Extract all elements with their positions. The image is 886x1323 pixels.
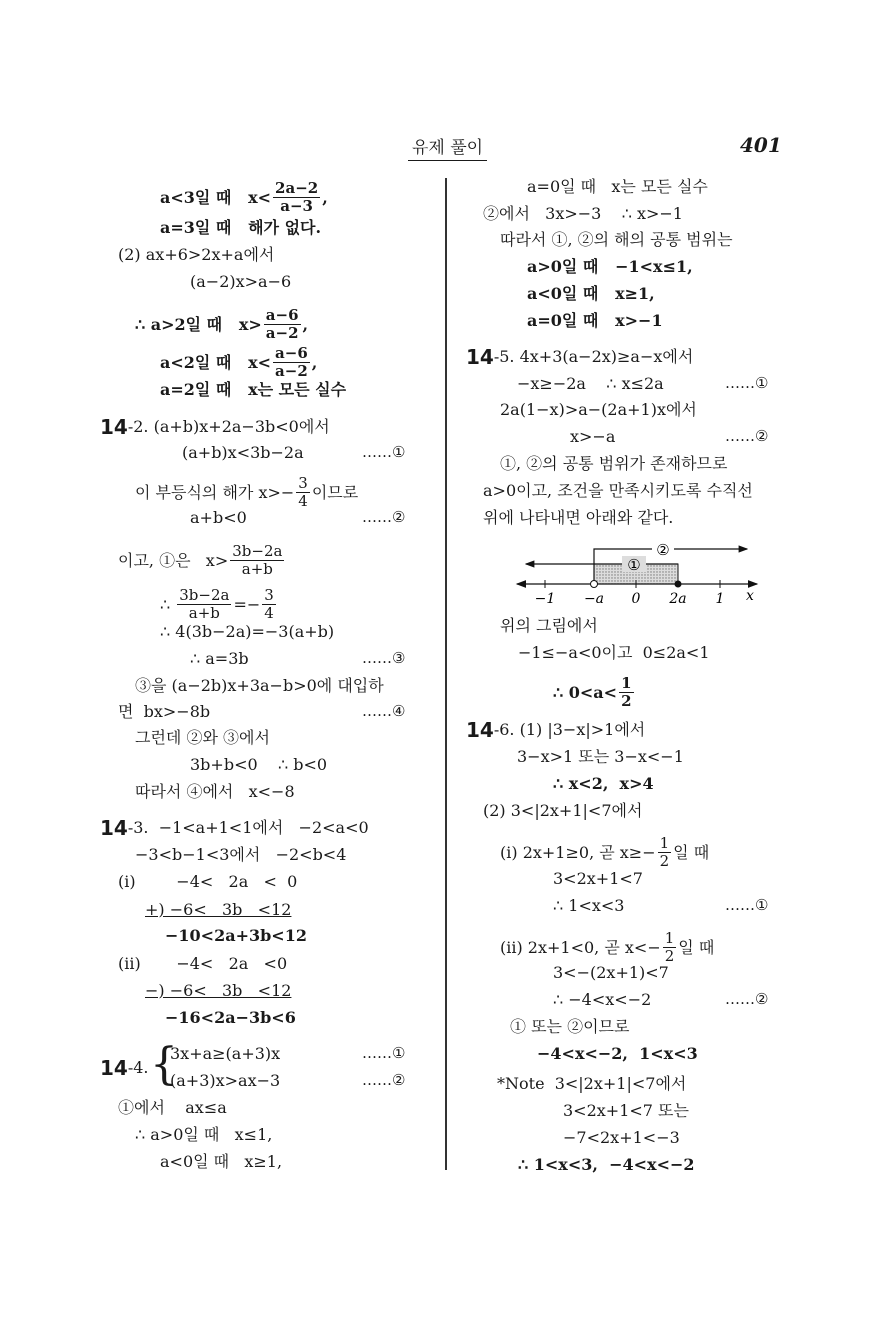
text-segment: 위에 나타내면 아래와 같다.	[483, 508, 674, 527]
right-line	[553, 774, 654, 794]
closed-point	[675, 581, 682, 588]
text-segment: (a+b)x<3b−2a	[182, 443, 304, 462]
text-segment: 면 bx>−8b	[118, 702, 211, 721]
equation-tag: ……③	[362, 649, 406, 667]
text-segment: (ii) −4< 2a <0	[118, 954, 288, 973]
right-line	[517, 374, 664, 394]
right-line	[466, 720, 645, 740]
right-line	[466, 347, 693, 367]
denominator: a−3	[280, 197, 313, 215]
text-segment: -4.	[127, 1058, 149, 1077]
left-line	[118, 954, 287, 974]
numerator: 1	[659, 834, 670, 852]
left-line	[190, 755, 327, 775]
left-line	[165, 926, 307, 946]
text-segment: 3−x>1 또는 3−x<−1	[517, 747, 684, 766]
left-line	[160, 345, 317, 380]
tick-label: −1	[534, 591, 556, 607]
text-segment: a<0일 때 x≥1,	[527, 284, 655, 303]
text-segment: 이 부등식의 해가 x>−	[135, 482, 295, 502]
equation-tag: ……②	[725, 427, 769, 445]
numerator: 1	[664, 929, 675, 947]
right-line	[527, 257, 693, 277]
text-segment: ∴ 4(3b−2a)=−3(a+b)	[160, 622, 335, 641]
left-line	[135, 1125, 272, 1145]
tick-label: 0	[631, 591, 641, 607]
text-segment: 2a(1−x)>a−(2a+1)x에서	[500, 400, 697, 419]
equation-tag: ……①	[725, 896, 769, 914]
text-segment: ∴ a>2일 때 x>	[135, 314, 262, 334]
left-line	[118, 872, 297, 892]
text-segment: (2) 3<|2x+1|<7에서	[483, 801, 643, 820]
numerator: 3	[264, 586, 274, 604]
left-line	[118, 1098, 227, 1118]
text-segment: -6. (1) |3−x|>1에서	[493, 720, 646, 739]
left-line	[190, 272, 291, 292]
tick-label: −a	[583, 591, 605, 607]
text-segment: 3<2x+1<7 또는	[563, 1101, 689, 1120]
text-segment: (i) −4< 2a < 0	[118, 872, 298, 891]
numerator: 1	[621, 674, 632, 692]
text-segment: −x≥−2a ∴ x≤2a	[517, 374, 664, 393]
left-line	[135, 782, 295, 802]
numerator: 3	[298, 474, 308, 492]
left-line	[190, 649, 249, 669]
left-line	[145, 900, 291, 920]
left-line	[145, 981, 291, 1001]
text-segment: (ii) 2x+1<0, 곧 x<−	[500, 937, 661, 957]
text-segment: ①, ②의 공통 범위가 존재하므로	[500, 454, 728, 473]
right-line	[510, 1017, 629, 1037]
equation-tag: ……②	[362, 508, 406, 526]
right-line	[527, 284, 655, 304]
text-segment: 이므로	[311, 482, 359, 502]
left-line	[100, 417, 330, 437]
denominator: a−2	[265, 324, 299, 342]
tick-label: 2a	[669, 591, 687, 607]
text-segment: a>0이고, 조건을 만족시키도록 수직선	[483, 481, 753, 500]
text-segment: ∴ x<2, x>4	[553, 774, 654, 793]
page-number: 401	[740, 133, 782, 157]
text-segment: ,	[311, 352, 318, 372]
equation-tag: ……①	[725, 374, 769, 392]
left-line	[190, 508, 247, 528]
text-segment: (a+3)x>ax−3	[170, 1071, 281, 1090]
text-segment: ①에서 ax≤a	[118, 1098, 227, 1117]
text-segment: a<0일 때 x≥1,	[160, 1152, 283, 1171]
right-line	[518, 1155, 695, 1175]
denominator: 2	[621, 692, 632, 710]
text-segment: a=0일 때 x는 모든 실수	[527, 177, 708, 196]
text-segment: −16<2a−3b<6	[165, 1008, 296, 1027]
left-line	[100, 818, 369, 838]
fraction	[230, 543, 284, 578]
right-line	[500, 400, 697, 420]
problem-number: 14	[100, 415, 128, 439]
denominator: 4	[264, 604, 274, 622]
text-segment: a=2일 때 x는 모든 실수	[160, 380, 347, 399]
text-segment: ∴ a>0일 때 x≤1,	[135, 1125, 273, 1144]
text-segment: (a−2)x>a−6	[190, 272, 292, 291]
text-segment: 3b+b<0 ∴ b<0	[190, 755, 328, 774]
text-segment: −3<b−1<3에서 −2<b<4	[135, 845, 347, 864]
left-line	[160, 622, 334, 642]
fraction	[262, 587, 276, 622]
open-point	[591, 581, 598, 588]
axis-label: x	[746, 588, 754, 604]
text-segment: ∴ 0<a<	[553, 682, 618, 702]
text-segment: ②에서 3x>−3 ∴ x>−1	[483, 204, 683, 223]
column-divider	[445, 178, 447, 1170]
text-segment: ③을 (a−2b)x+3a−b>0에 대입하	[135, 676, 384, 695]
text-segment: 이고, ①은 x>	[118, 550, 229, 570]
number-line-figure	[512, 538, 762, 610]
left-line	[170, 1071, 280, 1091]
text-segment: a<2일 때 x<	[160, 352, 272, 372]
right-line	[527, 311, 663, 331]
right-line	[553, 675, 636, 710]
left-line	[160, 587, 278, 622]
problem-number: 14	[466, 718, 494, 742]
right-line	[483, 801, 642, 821]
right-line	[500, 230, 733, 250]
left-line	[182, 443, 304, 463]
text-segment: -3. −1<a+1<1에서 −2<a<0	[127, 818, 369, 837]
text-segment: ,	[322, 187, 328, 207]
problem-number: 14	[100, 816, 128, 840]
text-segment: a<3일 때 x<	[160, 187, 272, 207]
fraction	[273, 345, 310, 380]
right-line	[527, 177, 708, 197]
text-segment: 위의 그림에서	[500, 616, 598, 635]
right-line	[483, 204, 683, 224]
problem-number: 14	[100, 1056, 128, 1080]
text-segment: -5. 4x+3(a−2x)≥a−x에서	[493, 347, 694, 366]
equation-tag: ……①	[362, 1044, 406, 1062]
text-segment: 3<−(2x+1)<7	[553, 963, 669, 982]
left-line	[135, 728, 270, 748]
text-segment: 3<2x+1<7	[553, 869, 643, 888]
text-segment: a=0일 때 x>−1	[527, 311, 663, 330]
numerator: a−6	[265, 306, 299, 324]
right-line	[518, 643, 710, 663]
text-segment: −4<x<−2, 1<x<3	[537, 1044, 698, 1063]
left-line	[160, 218, 321, 238]
text-segment: ,	[302, 314, 309, 334]
fraction	[619, 675, 633, 710]
left-line	[100, 1058, 149, 1078]
text-segment: (2) ax+6>2x+a에서	[118, 245, 275, 264]
left-line	[118, 245, 274, 265]
right-line	[500, 835, 709, 870]
left-line	[160, 180, 328, 215]
text-segment: 그런데 ②와 ③에서	[135, 728, 270, 747]
left-line	[170, 1044, 280, 1064]
fraction	[273, 180, 320, 215]
right-line	[563, 1101, 689, 1121]
text-segment: 일 때	[673, 842, 710, 862]
right-line	[500, 454, 727, 474]
text-segment: 따라서 ④에서 x<−8	[135, 782, 295, 801]
numerator: 3b−2a	[179, 586, 230, 604]
equation-tag: ……①	[362, 443, 406, 461]
text-segment: −7<2x+1<−3	[563, 1128, 680, 1147]
right-line	[500, 930, 714, 965]
left-line	[118, 702, 210, 722]
range-1-label: ①	[627, 556, 641, 574]
problem-number: 14	[466, 345, 494, 369]
right-line	[570, 427, 615, 447]
text-segment: ∴ a=3b	[190, 649, 249, 668]
denominator: a+b	[241, 560, 273, 578]
equation-tag: ……④	[362, 702, 406, 720]
text-segment: x>−a	[570, 427, 616, 446]
text-segment: 3x+a≥(a+3)x	[170, 1044, 281, 1063]
right-line	[517, 747, 684, 767]
left-line	[135, 676, 384, 696]
text-segment: -2. (a+b)x+2a−3b<0에서	[127, 417, 330, 436]
equation-tag: ……②	[725, 990, 769, 1008]
left-line	[135, 845, 346, 865]
denominator: 2	[659, 852, 670, 870]
left-line	[160, 380, 346, 400]
left-line	[135, 475, 358, 510]
text-segment: a=3일 때 해가 없다.	[160, 218, 322, 237]
numerator: a−6	[275, 344, 308, 362]
left-line	[160, 1152, 282, 1172]
fraction	[264, 307, 301, 342]
text-segment: +) −6< 3b <12	[145, 900, 292, 919]
denominator: 2	[664, 947, 675, 965]
text-segment: ∴ 1<x<3, −4<x<−2	[518, 1155, 695, 1174]
left-line	[135, 307, 308, 342]
right-line	[553, 990, 651, 1010]
right-line	[553, 896, 624, 916]
text-segment: *Note 3<|2x+1|<7에서	[497, 1074, 687, 1093]
text-segment: =−	[233, 594, 261, 614]
text-segment: −) −6< 3b <12	[145, 981, 292, 1000]
fraction	[663, 930, 677, 965]
text-segment: 따라서 ①, ②의 해의 공통 범위는	[500, 230, 733, 249]
right-line	[497, 1074, 686, 1094]
numerator: 3b−2a	[232, 542, 283, 560]
text-segment: ∴ −4<x<−2	[553, 990, 652, 1009]
section-title: 유제 풀이	[408, 133, 487, 161]
right-line	[537, 1044, 698, 1064]
text-segment: ∴ 1<x<3	[553, 896, 625, 915]
fraction	[177, 587, 231, 622]
fraction	[296, 475, 310, 510]
denominator: 4	[298, 492, 308, 510]
right-line	[500, 616, 598, 636]
right-line	[553, 869, 643, 889]
equation-tag: ……②	[362, 1071, 406, 1089]
right-line	[563, 1128, 680, 1148]
text-segment: a+b<0	[190, 508, 247, 527]
right-line	[483, 508, 673, 528]
text-segment: ∴	[160, 594, 176, 614]
denominator: a+b	[188, 604, 220, 622]
right-line	[483, 481, 753, 501]
numerator: 2a−2	[275, 179, 319, 197]
system-brace: {	[150, 1039, 178, 1090]
text-segment: −10<2a+3b<12	[165, 926, 307, 945]
fraction	[658, 835, 672, 870]
range-2-label: ②	[656, 541, 670, 559]
left-line	[165, 1008, 296, 1028]
text-segment: a>0일 때 −1<x≤1,	[527, 257, 693, 276]
text-segment: 일 때	[678, 937, 715, 957]
left-line	[118, 543, 286, 578]
tick-label: 1	[715, 591, 725, 607]
denominator: a−2	[275, 362, 308, 380]
text-segment: −1≤−a<0이고 0≤2a<1	[518, 643, 710, 662]
right-line	[553, 963, 669, 983]
text-segment: (i) 2x+1≥0, 곧 x≥−	[500, 842, 656, 862]
text-segment: ① 또는 ②이므로	[510, 1017, 630, 1036]
